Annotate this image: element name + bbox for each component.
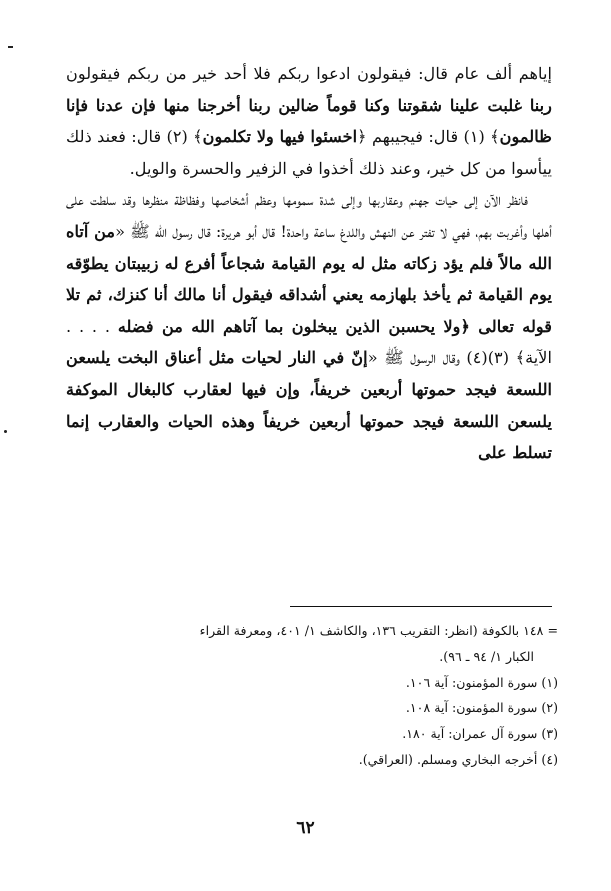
footnote-line: = ١٤٨ بالكوفة (انظر: التقريب ١٣٦، والكاشف ١/ ٤٠١، ومعرفة القراء — [199, 623, 558, 638]
scan-mark — [8, 46, 13, 48]
footnotes — [66, 618, 558, 773]
footnote-divider — [290, 606, 552, 607]
page-number: ٦٢ — [296, 818, 315, 838]
footnote-line: (١) سورة المؤمنون: آية ١٠٦. — [405, 674, 558, 690]
footnote-line: (٢) سورة المؤمنون: آية ١٠٨. — [405, 700, 558, 716]
footnote-line: (٣) سورة آل عمران: آية ١٨٠. — [402, 726, 558, 742]
scan-mark — [4, 430, 7, 433]
paragraph — [66, 58, 552, 184]
text-run: إياهم ألف عام قال: فيقولون ادعوا ربكم فلا أحد خير من ربكم فيقولون — [66, 64, 552, 83]
quran-quote: ربنا غلبت علينا شقوتنا وكنا قوماً ضالين ربنا أخرجنا منها فإن عدنا فإنا ظالمون — [66, 95, 553, 147]
quran-quote: اخسئوا فيها ولا تكلمون — [202, 127, 358, 147]
footnote-ref: ﴾ (١) قال: فيجيبهم ﴿ — [357, 127, 500, 147]
footnote-line: الكبار ١/ ٩٤ ـ ٩٦). — [439, 648, 534, 664]
footnote-ref: . . . . الآية﴾ (٣)(٤) وقال الرسول ﷺ « — [66, 316, 552, 368]
footnote-line: (٤) أخرجه البخاري ومسلم. (العراقي). — [358, 751, 558, 767]
paragraph — [66, 184, 552, 468]
text-run: ﴾ (٢) قال: فعند ذلك ييأسوا من كل خير، وعند ذلك أخذوا في الزفير والحسرة والويل. — [66, 127, 552, 178]
text-run: فانظر الآن إلى حيات جهنم وعقاربها وإلى شدة سمومها وعظم أشخاصها وفظاظة منظرها وقد سلطت على أهلها وأغربت بهم، فهي لا تفتر عن النهش واللدغ ساعة واحدة! قال أبو هريرة: قال رسول الله ﷺ « — [66, 190, 553, 241]
hadith-quote: من آتاه الله مالاً فلم يؤد زكاته مثل له يوم القيامة شجاعاً أفرع له زبيبتان يطوّقه يوم القيامة ثم يأخذ بلهازمه يعني أشداقه فيقول أنا مالك أنا كنزك، ثم تلا قوله تعالى ﴿ولا يحسبن الذين يبخلون بما آتاهم الله من فضله — [66, 221, 552, 336]
main-text — [66, 58, 552, 469]
hadith-quote: إنّ في النار لحيات مثل أعناق البخت يلسعن اللسعة فيجد حموتها أربعين خريفاً، وإن فيها لعقارب كالبغال الموكفة يلسعن اللسعة فيجد حموتها أربعين خريفاً وهذه الحيات والعقارب إنما تسلط على — [66, 348, 552, 463]
